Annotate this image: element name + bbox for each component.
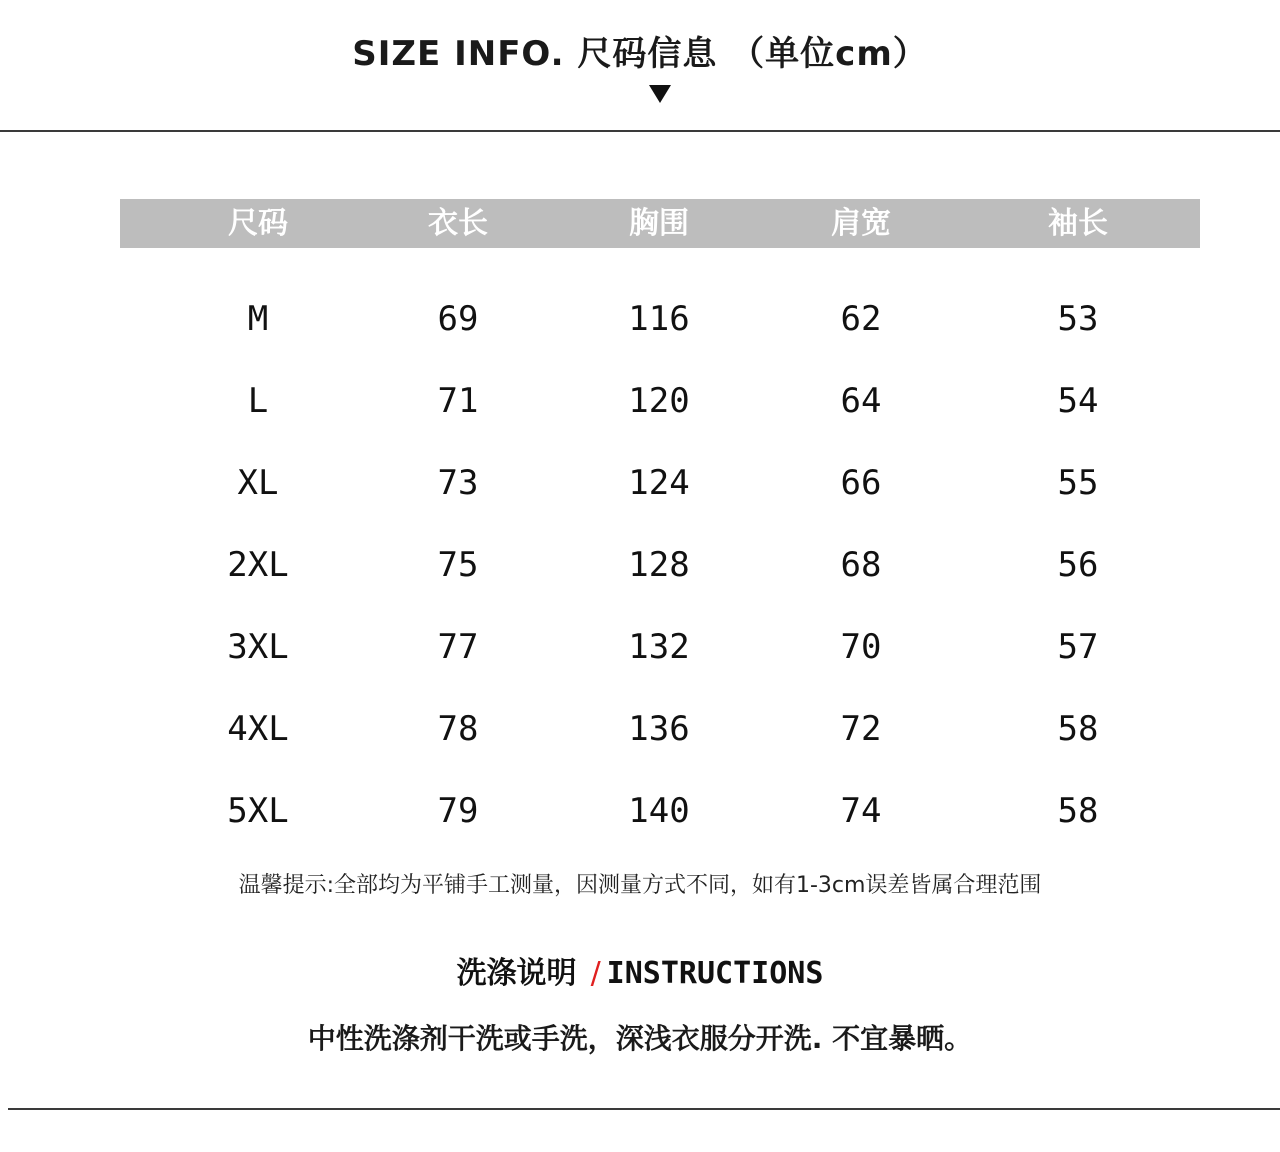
instructions-title-en: INSTRUCTIONS xyxy=(606,956,824,991)
cell-shoulder: 66 xyxy=(840,463,882,503)
cell-size: 5XL xyxy=(227,791,289,831)
cell-chest: 136 xyxy=(628,709,690,749)
cell-chest: 132 xyxy=(628,627,690,667)
cell-length: 77 xyxy=(437,627,479,667)
instructions-text: 中性洗涤剂干洗或手洗，深浅衣服分开洗. 不宜暴晒。 xyxy=(307,1022,973,1055)
header-length: 衣长 xyxy=(428,206,488,241)
header-shoulder: 肩宽 xyxy=(831,206,891,241)
table-row xyxy=(0,535,1280,595)
instructions-title-cn: 洗涤说明 xyxy=(456,956,577,991)
table-row xyxy=(0,781,1280,841)
header-sleeve: 袖长 xyxy=(1048,206,1108,241)
table-row xyxy=(0,453,1280,513)
cell-chest: 116 xyxy=(628,299,690,339)
cell-length: 78 xyxy=(437,709,479,749)
cell-chest: 128 xyxy=(628,545,690,585)
cell-sleeve: 54 xyxy=(1057,381,1099,421)
cell-length: 73 xyxy=(437,463,479,503)
cell-size: 2XL xyxy=(227,545,289,585)
title-separator: / xyxy=(590,956,601,991)
cell-shoulder: 72 xyxy=(840,709,882,749)
table-row xyxy=(0,699,1280,759)
cell-sleeve: 56 xyxy=(1057,545,1099,585)
cell-sleeve: 58 xyxy=(1057,709,1099,749)
cell-length: 79 xyxy=(437,791,479,831)
instructions-title xyxy=(0,948,1280,992)
cell-chest: 120 xyxy=(628,381,690,421)
triangle-down-icon xyxy=(649,85,671,103)
top-divider xyxy=(0,130,1280,132)
cell-shoulder: 68 xyxy=(840,545,882,585)
cell-size: 3XL xyxy=(227,627,289,667)
cell-shoulder: 74 xyxy=(840,791,882,831)
header-size: 尺码 xyxy=(228,206,288,241)
cell-size: XL xyxy=(237,463,279,503)
cell-size: L xyxy=(247,381,269,421)
table-row xyxy=(0,617,1280,677)
bottom-divider xyxy=(8,1108,1280,1110)
page-title: SIZE INFO. 尺码信息 （单位cm） xyxy=(352,34,928,74)
cell-length: 75 xyxy=(437,545,479,585)
cell-length: 71 xyxy=(437,381,479,421)
cell-shoulder: 64 xyxy=(840,381,882,421)
cell-chest: 140 xyxy=(628,791,690,831)
cell-sleeve: 58 xyxy=(1057,791,1099,831)
table-header xyxy=(120,199,1200,248)
cell-sleeve: 55 xyxy=(1057,463,1099,503)
cell-length: 69 xyxy=(437,299,479,339)
cell-chest: 124 xyxy=(628,463,690,503)
cell-shoulder: 62 xyxy=(840,299,882,339)
cell-shoulder: 70 xyxy=(840,627,882,667)
cell-sleeve: 57 xyxy=(1057,627,1099,667)
table-row xyxy=(0,371,1280,431)
cell-size: 4XL xyxy=(227,709,289,749)
table-row xyxy=(0,289,1280,349)
measurement-note: 温馨提示:全部均为平铺手工测量，因测量方式不同，如有1-3cm误差皆属合理范围 xyxy=(238,873,1042,898)
cell-sleeve: 53 xyxy=(1057,299,1099,339)
cell-size: M xyxy=(247,299,269,339)
header-chest: 胸围 xyxy=(629,206,689,241)
